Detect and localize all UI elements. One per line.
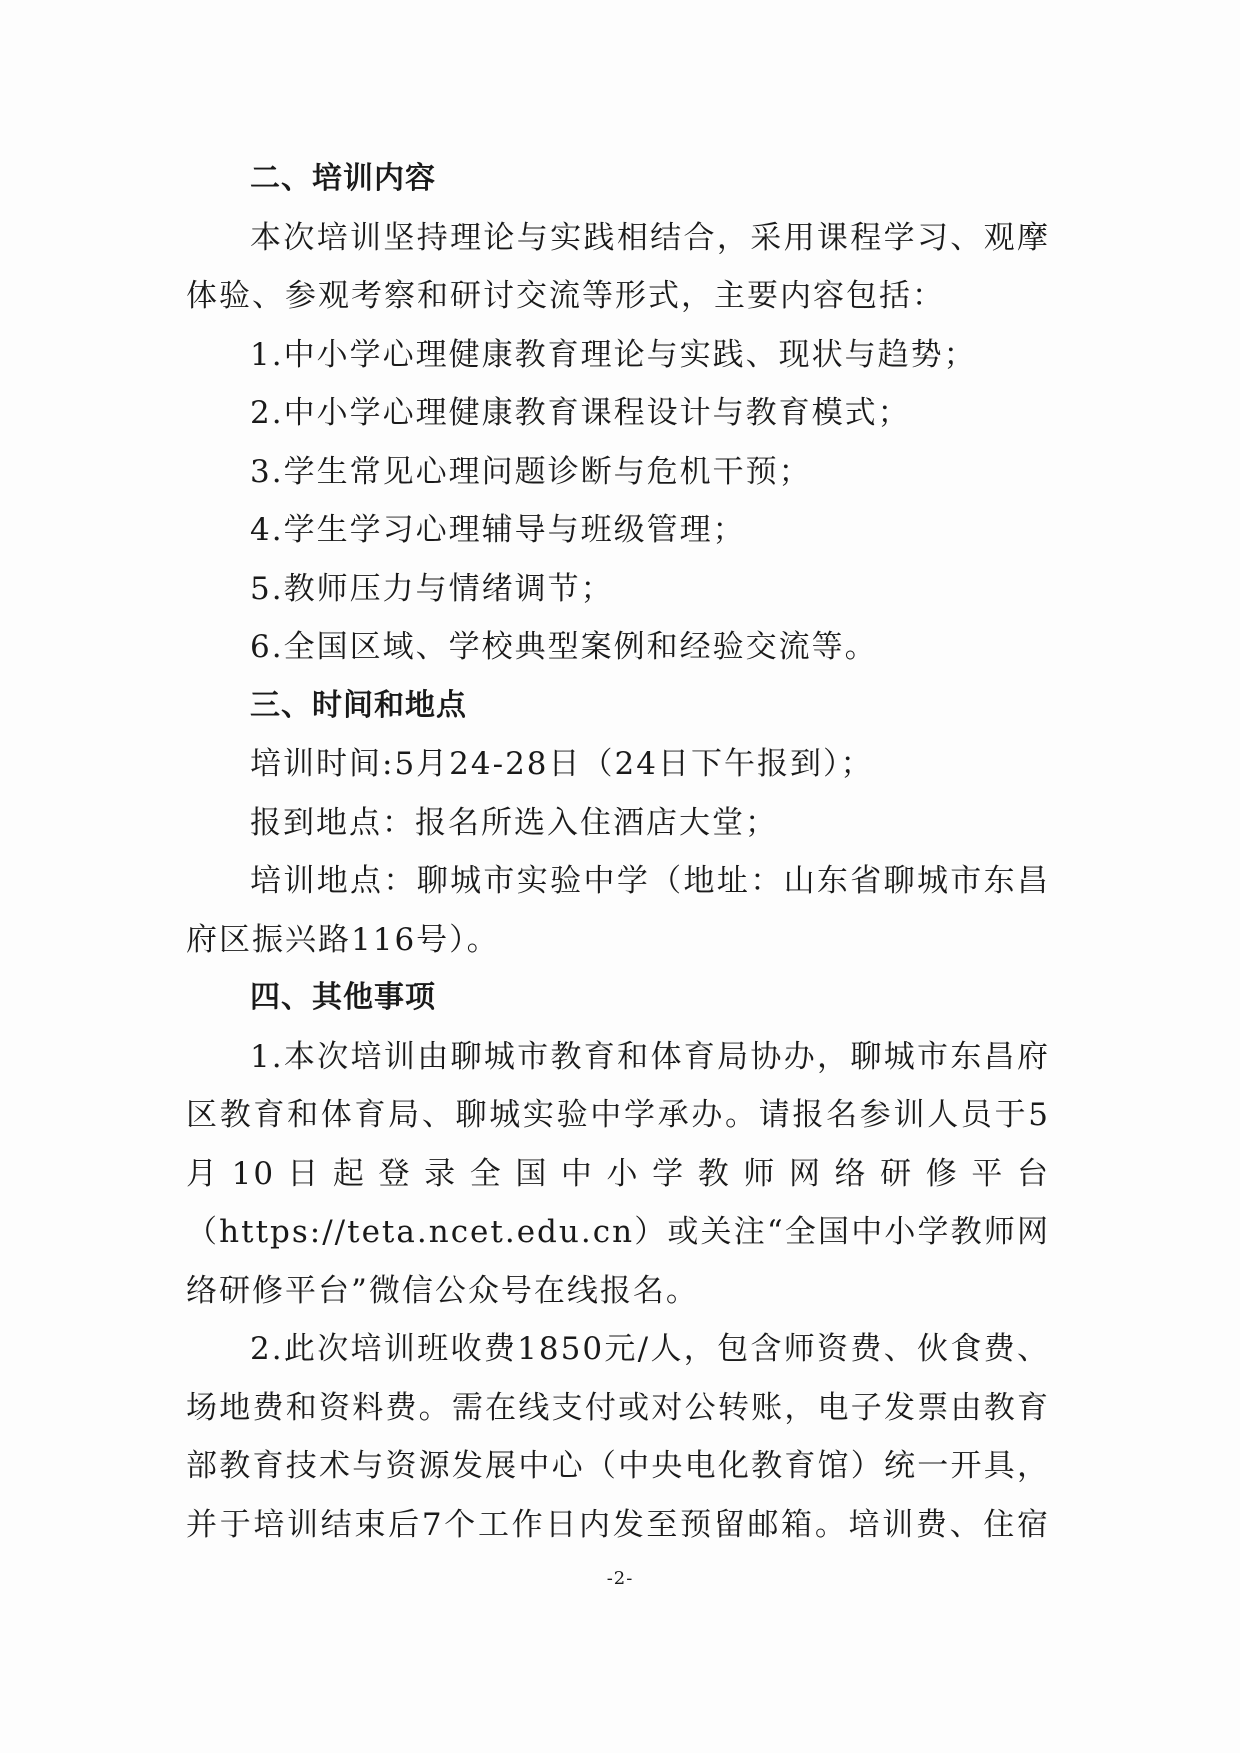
list-item: 3.学生常见心理问题诊断与危机干预； [250,453,812,490]
paragraph-line: 部教育技术与资源发展中心（中央电化教育馆）统一开具， [186,1448,1050,1484]
list-item: 6.全国区域、学校典型案例和经验交流等。 [250,629,878,665]
section-heading-other-matters: 四、其他事项 [250,980,436,1015]
list-item: 1.中小学心理健康教育理论与实践、现状与趋势； [250,336,977,373]
list-item: 2.中小学心理健康教育课程设计与教育模式； [250,395,911,431]
paragraph-line: 络研修平台”微信公众号在线报名。 [186,1272,699,1309]
paragraph-line: 本次培训坚持理论与实践相结合，采用课程学习、观摩 [250,219,1050,256]
paragraph-line: 培训时间:5月24-28日（24日下午报到）； [250,746,874,782]
paragraph-line: 场地费和资料费。需在线支付或对公转账，电子发票由教育 [186,1389,1050,1426]
paragraph-line: 并于培训结束后7个工作日内发至预留邮箱。培训费、住宿 [186,1506,1050,1543]
section-heading-time-place: 三、时间和地点 [250,687,467,723]
document-body [186,150,1050,1554]
paragraph-line: 月 10 日 起 登 录 全 国 中 小 学 教 师 网 络 研 修 平 台 [186,1155,1050,1192]
section-heading-training-content: 二、培训内容 [250,161,436,196]
paragraph-line: 体验、参观考察和研讨交流等形式，主要内容包括： [186,278,945,314]
paragraph-line: 府区振兴路116号）。 [186,921,500,958]
paragraph-line: 区教育和体育局、聊城实验中学承办。请报名参训人员于5 [186,1097,1050,1133]
paragraph-line: 1.本次培训由聊城市教育和体育局协办，聊城市东昌府 [250,1038,1050,1075]
list-item: 4.学生学习心理辅导与班级管理； [250,512,746,548]
list-item: 5.教师压力与情绪调节； [250,570,614,607]
paragraph-line: 报到地点：报名所选入住酒店大堂； [250,804,778,841]
paragraph-line: （https://teta.ncet.edu.cn）或关注“全国中小学教师网 [186,1214,1050,1250]
page-number: -2- [606,1568,634,1589]
paragraph-line: 培训地点：聊城市实验中学（地址：山东省聊城市东昌 [250,863,1050,899]
paragraph-line: 2.此次培训班收费1850元/人，包含师资费、伙食费、 [250,1331,1050,1367]
